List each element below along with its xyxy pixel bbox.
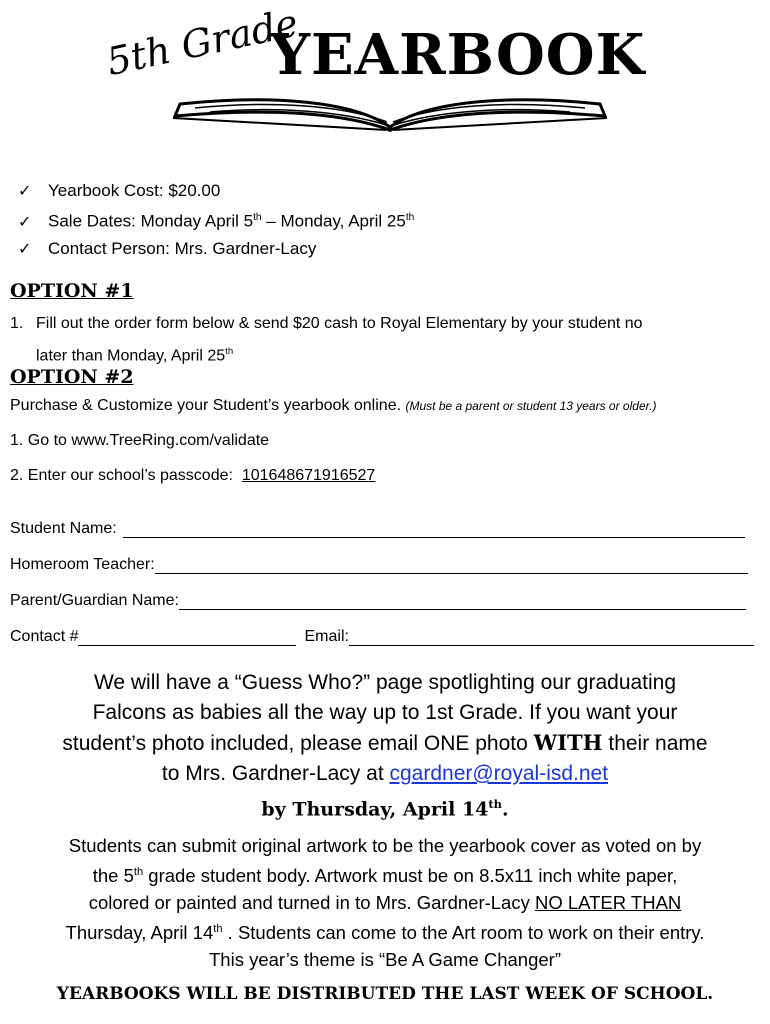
open-book-icon <box>165 82 615 132</box>
option1-instructions: 1. Fill out the order form below & send $20 cash to Royal Elementary by your student no later than Monday, April 25th <box>10 315 643 365</box>
info-checklist <box>18 178 414 263</box>
check-icon: ✓ <box>18 213 32 231</box>
age-note: (Must be a parent or student 13 years or older.) <box>405 399 657 413</box>
guess-who-paragraph: We will have a “Guess Who?” page spotlighting our graduating Falcons as babies all the way up to 1st Grade. If you want your student’s photo included, please email ONE photo WITH their name to Mrs. Gardner-Lacy at cgardner@royal-isd.net by Thursday, April 14th. <box>0 668 770 824</box>
passcode: 101648671916527 <box>241 467 376 484</box>
option2-intro: Purchase & Customize your Student’s yearbook online. (Must be a parent or student 13 years or older.) <box>10 397 657 414</box>
distribution-notice: YEARBOOKS WILL BE DISTRIBUTED THE LAST WEEK OF SCHOOL. <box>56 984 714 1004</box>
deadline: by Thursday, April 14th. <box>261 797 509 821</box>
yearbook-title: YEARBOOK <box>270 22 646 88</box>
contact-field[interactable]: Contact # <box>10 628 79 645</box>
contact-email-row <box>10 628 754 646</box>
option2-step1: 1. Go to www.TreeRing.com/validate <box>10 432 270 449</box>
option2-heading: OPTION #2 <box>10 366 134 388</box>
checklist-item: ✓ Contact Person: Mrs. Gardner-Lacy <box>18 236 414 263</box>
email-field[interactable]: Email: <box>304 628 349 645</box>
option2-step2: 2. Enter our school’s passcode: 101648671916527 <box>10 467 376 484</box>
parent-name-field[interactable]: Parent/Guardian Name: <box>10 592 746 610</box>
check-icon: ✓ <box>18 183 32 200</box>
checklist-item: ✓ Yearbook Cost: $20.00 <box>18 178 414 205</box>
homeroom-teacher-field[interactable]: Homeroom Teacher: <box>10 556 748 574</box>
artwork-paragraph: Students can submit original artwork to be the yearbook cover as voted on by the 5th grade student body. Artwork must be on 8.5x11 inch white paper, colored or painted and turned in to Mrs. Gardner-Lacy NO LATER THAN Thursday, April 14th . Students can come to the Art room to work on their entry. This year’s theme is “Be A Game Changer” <box>65 835 705 971</box>
student-name-field[interactable]: Student Name: <box>10 520 745 538</box>
email-link[interactable]: cgardner@royal-isd.net <box>389 762 609 785</box>
check-icon: ✓ <box>18 240 32 258</box>
option1-heading: OPTION #1 <box>10 280 134 302</box>
checklist-item: ✓ Sale Dates: Monday April 5th – Monday, April 25th <box>18 205 414 236</box>
grade-label: 5th Grade <box>102 0 302 84</box>
